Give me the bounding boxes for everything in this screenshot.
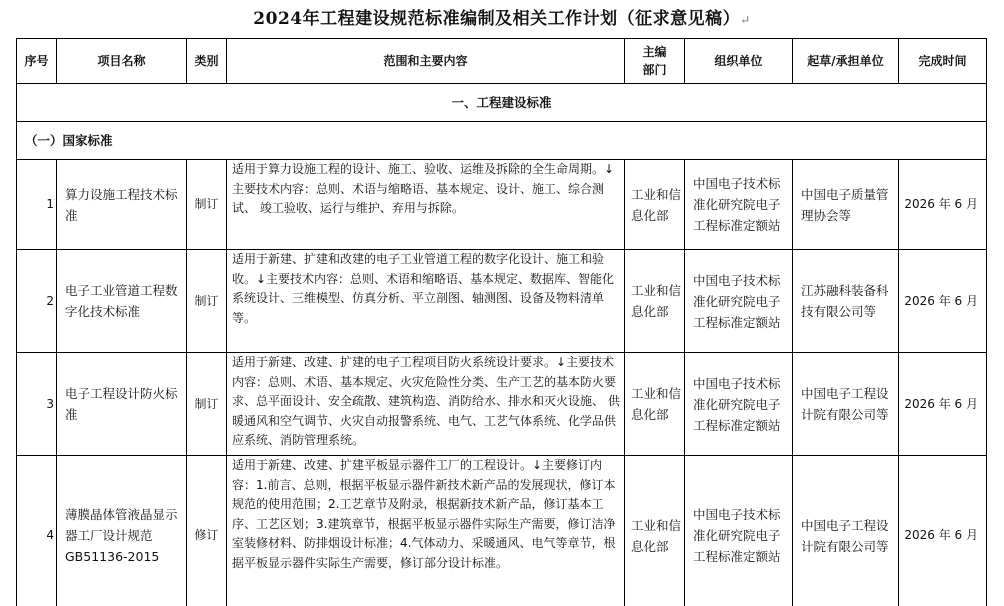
row-deadline: 2026 年 6 月	[899, 456, 987, 606]
header-name: 项目名称	[57, 39, 187, 84]
row-scope: 适用于新建、改建、扩建平板显示器件工厂的工程设计。↓主要修订内容：1.前言、总则，根据平板显示器件新技术新产品的发展现状，修订本规范的使用范围；2.工艺章节及附录，根据新技术新产品，修订基本工序、工艺区划；3.建筑章节，根据平板显示器件实际生产需要，修订洁净室装修材料、防排烟设计标准；4.气体动力、采暖通风、电气等章节，根据平板显示器件实际生产需要，修订部分设计标准。	[227, 456, 625, 606]
row-scope: 适用于新建、改建、扩建的电子工程项目防火系统设计要求。↓主要技术内容：总则、术语、基本规定、火灾危险性分类、生产工艺的基本防火要求、总平面设计、安全疏散、建筑构造、消防给水、排水和灭火设施、 供暖通风和空气调节、火灾自动报警系统、电气、工艺气体系统、化学品供应系统、消防管理系统。	[227, 353, 625, 456]
row-type: 修订	[187, 456, 227, 606]
row-drafter: 中国电子工程设计院有限公司等	[793, 353, 899, 456]
header-drafter: 起草/承担单位	[793, 39, 899, 84]
header-dept: 主编 部门	[625, 39, 685, 84]
row-type: 制订	[187, 250, 227, 353]
table-row	[17, 160, 987, 250]
row-drafter: 中国电子工程设计院有限公司等	[793, 456, 899, 606]
table-row	[17, 456, 987, 606]
row-deadline: 2026 年 6 月	[899, 250, 987, 353]
row-org: 中国电子技术标准化研究院电子工程标准定额站	[685, 250, 793, 353]
page-title: 2024年工程建设规范标准编制及相关工作计划（征求意见稿）↵	[253, 9, 751, 29]
row-dept: 工业和信息化部	[625, 160, 685, 250]
header-type: 类别	[187, 39, 227, 84]
subsection-row	[17, 122, 987, 160]
plan-table	[16, 38, 987, 606]
header-deadline: 完成时间	[899, 39, 987, 84]
row-dept: 工业和信息化部	[625, 250, 685, 353]
header-row	[17, 39, 987, 84]
row-deadline: 2026 年 6 月	[899, 353, 987, 456]
row-seq: 2	[17, 250, 57, 353]
row-name: 薄膜晶体管液晶显示器工厂设计规范 GB51136-2015	[57, 456, 187, 606]
row-type: 制订	[187, 353, 227, 456]
row-drafter: 中国电子质量管理协会等	[793, 160, 899, 250]
row-dept: 工业和信息化部	[625, 456, 685, 606]
header-org: 组织单位	[685, 39, 793, 84]
header-scope: 范围和主要内容	[227, 39, 625, 84]
row-deadline: 2026 年 6 月	[899, 160, 987, 250]
row-type: 制订	[187, 160, 227, 250]
row-org: 中国电子技术标准化研究院电子工程标准定额站	[685, 353, 793, 456]
row-seq: 4	[17, 456, 57, 606]
row-org: 中国电子技术标准化研究院电子工程标准定额站	[685, 160, 793, 250]
header-seq: 序号	[17, 39, 57, 84]
row-seq: 1	[17, 160, 57, 250]
row-name: 电子工程设计防火标准	[57, 353, 187, 456]
row-scope: 适用于新建、扩建和改建的电子工业管道工程的数字化设计、施工和验收。↓主要技术内容：总则、术语和缩略语、基本规定、数据库、智能化系统设计、三维模型、仿真分析、平立剖图、轴测图、设备及物料清单等。	[227, 250, 625, 353]
subsection-title: （一）国家标准	[17, 122, 987, 160]
row-org: 中国电子技术标准化研究院电子工程标准定额站	[685, 456, 793, 606]
section-title: 一、工程建设标准	[17, 84, 987, 122]
row-scope: 适用于算力设施工程的设计、施工、验收、运维及拆除的全生命周期。↓主要技术内容：总则、术语与缩略语、基本规定、设计、施工、综合测试、 竣工验收、运行与维护、弃用与拆除。	[227, 160, 625, 250]
row-seq: 3	[17, 353, 57, 456]
section-row	[17, 84, 987, 122]
table-row	[17, 250, 987, 353]
row-dept: 工业和信息化部	[625, 353, 685, 456]
row-drafter: 江苏融科装备科技有限公司等	[793, 250, 899, 353]
row-name: 电子工业管道工程数字化技术标准	[57, 250, 187, 353]
row-name: 算力设施工程技术标准	[57, 160, 187, 250]
table-row	[17, 353, 987, 456]
